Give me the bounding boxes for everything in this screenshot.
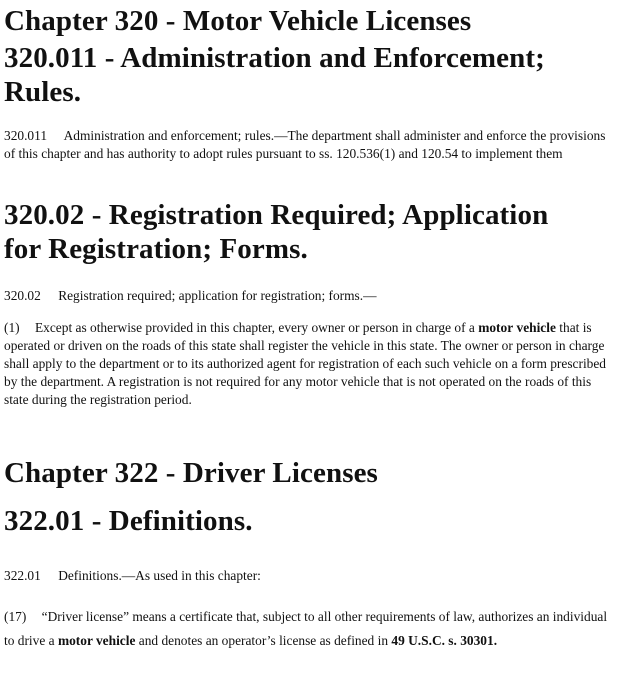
section-320-02-title-line (4, 287, 614, 305)
section-320-011-heading-line2: Rules. (4, 76, 82, 108)
section-title: Registration required; application for registration; forms.— (58, 288, 377, 303)
section-text: Administration and enforcement; rules.—The department shall administer and enforce the provisions of this chapter and has authority to adopt rules pursuant to ss. 120.536(1) and 120.54 to implement them (4, 128, 606, 161)
section-320-011-heading (4, 41, 616, 109)
chapter-322-heading (4, 456, 378, 490)
bold-term-vehicle: vehicle (516, 320, 556, 335)
section-320-011-body (4, 127, 614, 163)
subsection-text-b: that is operated or driven on the roads of this state shall register the vehicle in this state. The owner or person in charge shall apply to the department or to its authorized agent for registration of each such vehicle on a form prescribed by the department. A registration is not required for any motor vehicle that is not operated on the roads of this state during the registration period. (4, 320, 606, 407)
chapter-320-title: Chapter 320 - Motor Vehicle Licenses (4, 5, 472, 37)
subsection-text-b: and denotes an operator’s license as defined in (138, 633, 389, 648)
section-320-02-heading-line2: for Registration; Forms. (4, 233, 308, 265)
section-320-02-subsection-1 (4, 319, 616, 409)
section-322-01-title: 322.01 - Definitions. (4, 505, 253, 537)
bold-term-motor: motor (478, 320, 514, 335)
section-320-02-heading (4, 198, 616, 266)
section-322-01-title-line (4, 567, 614, 585)
subsection-number: (17) (4, 609, 27, 624)
subsection-text-a: “Driver license” means a certificate that, subject to all other requirements of law, authorizes an individual to drive a (4, 609, 608, 648)
section-number: 320.02 (4, 288, 41, 303)
subsection-number: (1) (4, 320, 20, 335)
section-number: 320.011 (4, 128, 48, 143)
section-number: 322.01 (4, 568, 41, 583)
chapter-320-heading (4, 4, 471, 38)
section-322-01-subsection-17 (4, 605, 616, 653)
bold-term-motor-vehicle: motor vehicle (57, 633, 136, 648)
chapter-322-title: Chapter 322 - Driver Licenses (4, 457, 378, 489)
section-320-011-heading-line1: 320.011 - Administration and Enforcement; (4, 42, 545, 74)
section-title: Definitions.—As used in this chapter: (58, 568, 261, 583)
subsection-text-a: Except as otherwise provided in this chapter, every owner or person in charge of a (34, 320, 475, 335)
bold-citation-usc: 49 U.S.C. s. 30301. (391, 633, 498, 648)
section-322-01-heading (4, 504, 253, 538)
section-320-02-heading-line1: 320.02 - Registration Required; Application (4, 199, 549, 231)
